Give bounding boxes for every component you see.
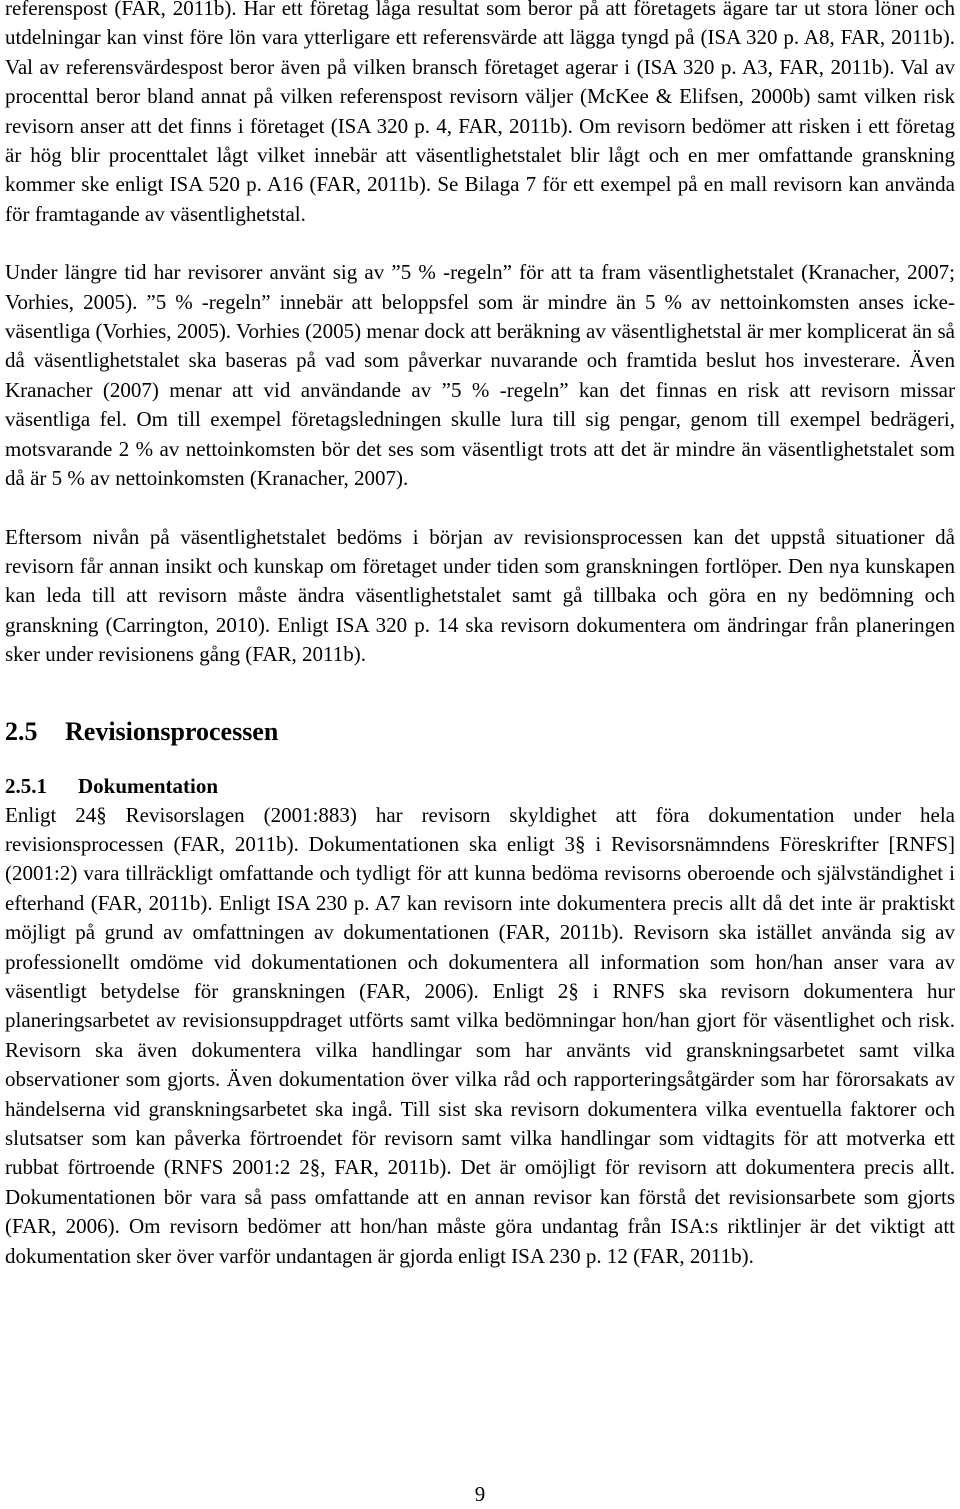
page-number: 9 bbox=[474, 1482, 486, 1506]
paragraph-spacer bbox=[5, 494, 955, 523]
section-number: 2.5 bbox=[5, 716, 38, 746]
subsection-heading bbox=[5, 772, 955, 801]
document-page bbox=[5, 0, 955, 1271]
section-heading bbox=[5, 717, 955, 747]
paragraph-materiality-reference: referenspost (FAR, 2011b). Har ett företag låga resultat som beror på att företagets ägare tar ut stora löner och utdelningar kan vinst före lön vara ytterligare ett referensvärde att lägga tyngd på (ISA 320 p. A8, FAR, 2011b). Val av referensvärdespost beror även på vilken bransch företaget agerar i (ISA 320 p. A3, FAR, 2011b). Val av procenttal beror bland annat på vilken referenspost revisorn väljer (McKee & Elifsen, 2000b) samt vilken risk revisorn anser att det finns i företaget (ISA 320 p. 4, FAR, 2011b). Om revisorn bedömer att risken i ett företag är hög blir procenttalet lågt vilket innebär att väsentlighetstalet blir lågt och en mer omfattande granskning kommer ske enligt ISA 520 p. A16 (FAR, 2011b). Se Bilaga 7 för ett exempel på en mall revisorn kan använda för framtagande av väsentlighetstal. bbox=[5, 0, 955, 226]
paragraph-spacer bbox=[5, 229, 955, 258]
paragraph-five-percent-rule: Under längre tid har revisorer använt sig av ”5 % -regeln” för att ta fram väsentlighetstalet (Kranacher, 2007; Vorhies, 2005). ”5 % -regeln” innebär att beloppsfel som är mindre än 5 % av nettoinkomsten anses icke-väsentliga (Vorhies, 2005). Vorhies (2005) menar dock att beräkning av väsentlighetstal är mer komplicerat än så då väsentlighetstalet ska baseras på vad som påverkar nuvarande och framtida beslut hos investerare. Även Kranacher (2007) menar att vid användande av ”5 % -regeln” kan det finnas en risk att revisorn missar väsentliga fel. Om till exempel företagsledningen skulle lura till sig pengar, genom till exempel bedrägeri, motsvarande 2 % av nettoinkomsten bör det ses som väsentligt trots att det är mindre än väsentlighetstalet som då är 5 % av nettoinkomsten (Kranacher, 2007). bbox=[5, 260, 955, 491]
subsection-title: Dokumentation bbox=[78, 773, 219, 798]
subsection-number: 2.5.1 bbox=[5, 773, 47, 798]
paragraph-documentation: Enligt 24§ Revisorslagen (2001:883) har revisorn skyldighet att föra dokumentation under hela revisionsprocessen (FAR, 2011b). Dokumentationen ska enligt 3§ i Revisorsnämndens Föreskrifter [RNFS] (2001:2) vara tillräckligt omfattande och tydligt för att kunna bedöma revisorns oberoende och självständighet i efterhand (FAR, 2011b). Enligt ISA 230 p. A7 kan revisorn inte dokumentera precis allt då det inte är praktiskt möjligt på grund av omfattningen av dokumentationen (FAR, 2011b). Revisorn ska istället använda sig av professionellt omdöme vid dokumentationen och dokumentera all information som hon/han anser vara av väsentligt betydelse för granskningen (FAR, 2006). Enligt 2§ i RNFS ska revisorn dokumentera hur planeringsarbetet av revisionsuppdraget utförts samt vilka bedömningar hon/han gjort för väsentlighet och risk. Revisorn ska även dokumentera vilka handlingar som har använts vid granskningsarbetet samt vilka observationer som gjorts. Även dokumentation över vilka råd och rapporteringsåtgärder som har förorsakats av händelserna vid granskningsarbetet ska ingå. Till sist ska revisorn dokumentera vilka eventuella faktorer och slutsatser som kan påverka förtroendet för revisorn samt vilka handlingar som vidtagits för att motverka ett rubbat förtroende (RNFS 2001:2 2§, FAR, 2011b). Det är omöjligt för revisorn att dokumentera precis allt. Dokumentationen bör vara så pass omfattande att en annan revisor kan förstå det revisionsarbete som gjorts (FAR, 2006). Om revisorn bedömer att hon/han måste göra undantag från ISA:s riktlinjer är det viktigt att dokumentation sker över varför undantagen är gjorda enligt ISA 230 p. 12 (FAR, 2011b). bbox=[5, 802, 955, 1268]
section-title: Revisionsprocessen bbox=[65, 716, 279, 746]
paragraph-materiality-revision: Eftersom nivån på väsentlighetstalet bedöms i början av revisionsprocessen kan det uppstå situationer då revisorn får annan insikt och kunskap om företaget under tiden som granskningen fortlöper. Den nya kunskapen kan leda till att revisorn måste ändra väsentlighetstalet samt gå tillbaka och göra en ny bedömning och granskning (Carrington, 2010). Enligt ISA 320 p. 14 ska revisorn dokumentera om ändringar från planeringen sker under revisionens gång (FAR, 2011b). bbox=[5, 524, 955, 667]
